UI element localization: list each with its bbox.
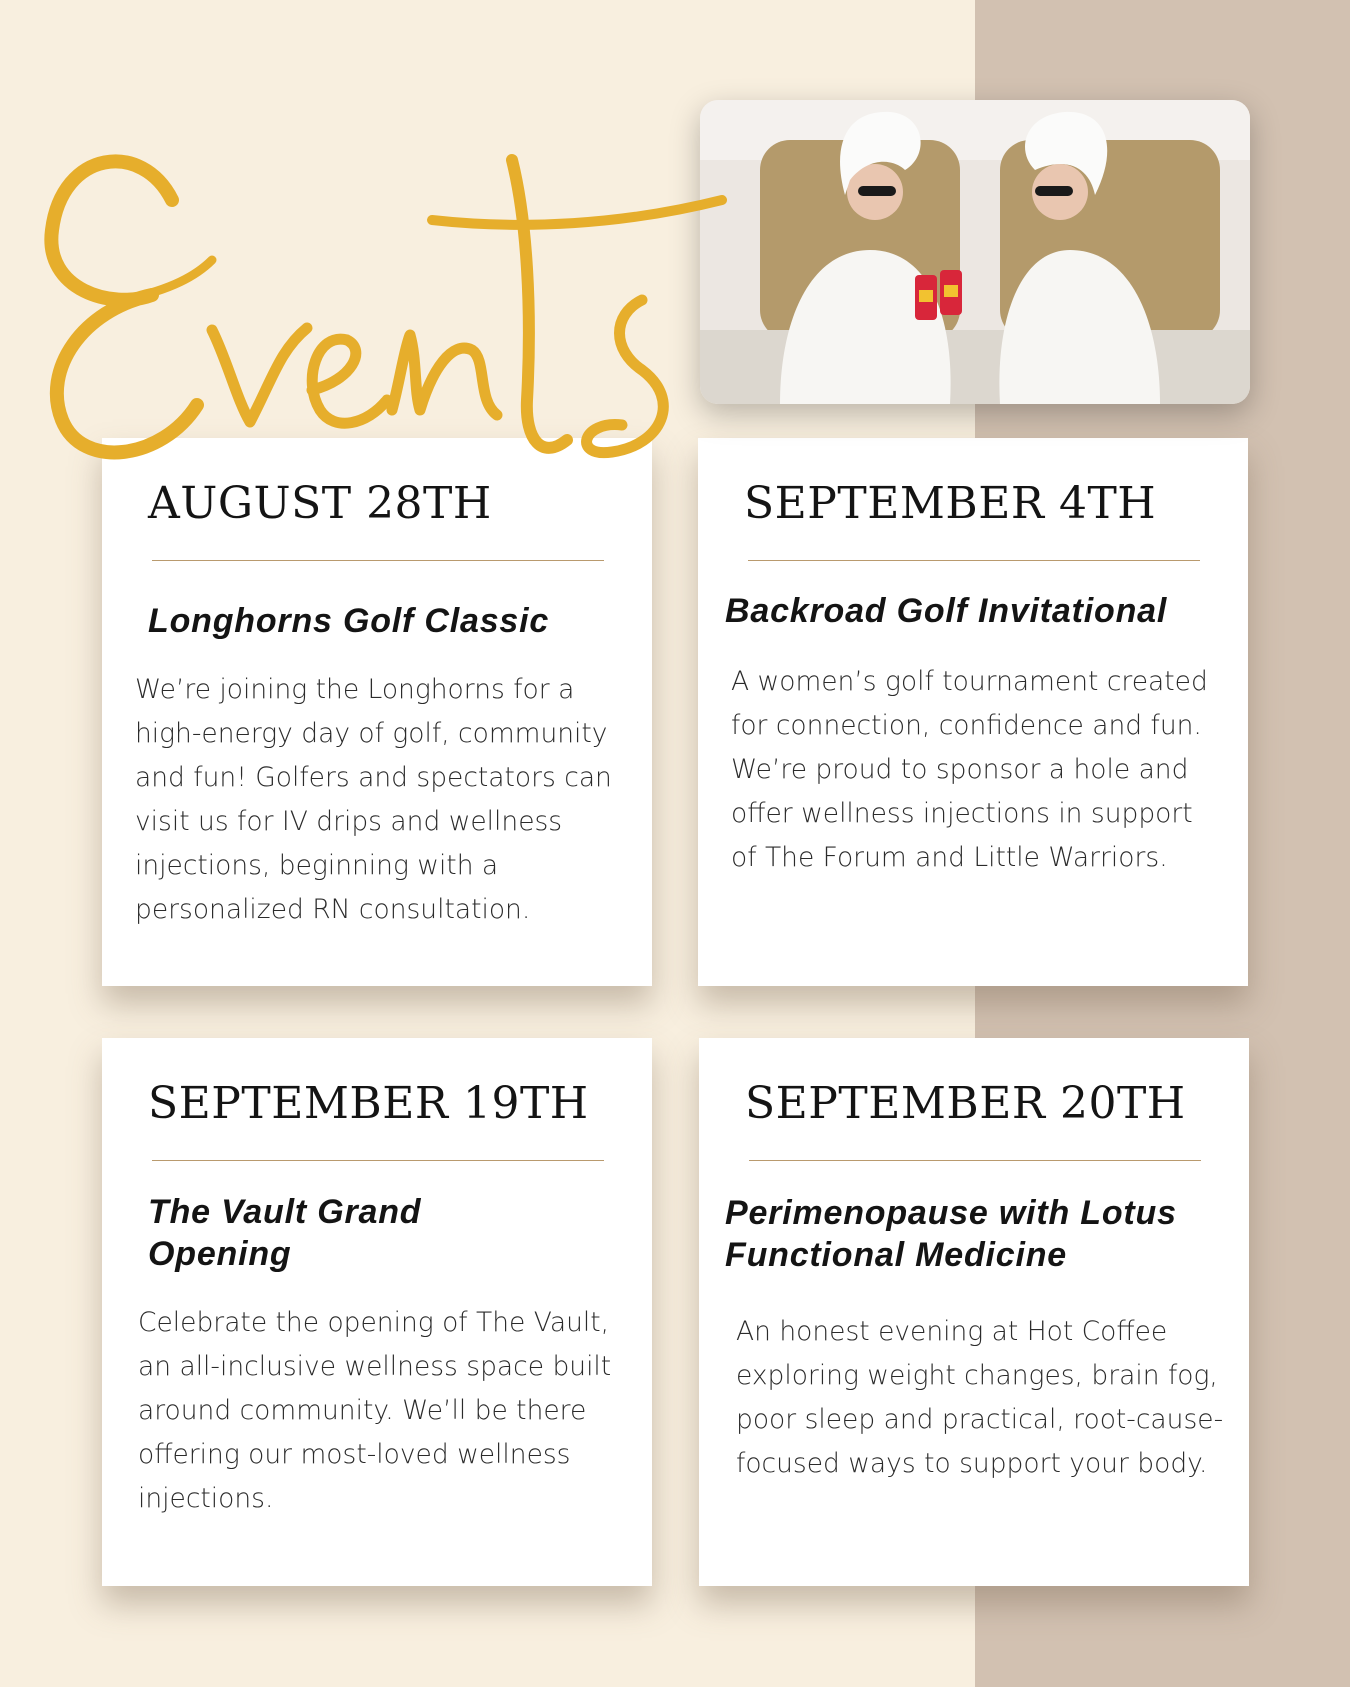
divider xyxy=(152,560,604,561)
spa-photo xyxy=(700,100,1250,404)
event-title: The Vault Grand Opening xyxy=(148,1193,422,1273)
divider xyxy=(749,1160,1201,1161)
event-card-september-20 xyxy=(699,1038,1249,1586)
event-title: Perimenopause with Lotus Functional Medicine xyxy=(725,1194,1177,1274)
event-description: We’re joining the Longhorns for a high-energy day of golf, community and fun! Golfers and spectators can visit us for IV drips and wellness injections, beginning with a personalized RN consultation. xyxy=(135,674,612,925)
event-date: SEPTEMBER 20TH xyxy=(745,1078,1186,1129)
event-description: A women’s golf tournament created for connection, confidence and fun. We’re proud to sponsor a hole and offer wellness injections in support of The Forum and Little Warriors. xyxy=(731,666,1208,873)
event-date: AUGUST 28TH xyxy=(148,478,492,529)
event-title: Longhorns Golf Classic xyxy=(148,602,550,640)
event-title: Backroad Golf Invitational xyxy=(725,592,1168,630)
event-card-september-19 xyxy=(102,1038,652,1586)
event-card-september-4 xyxy=(698,438,1248,986)
event-card-august-28 xyxy=(102,438,652,986)
event-date: SEPTEMBER 19TH xyxy=(148,1078,589,1129)
event-description: An honest evening at Hot Coffee exploring weight changes, brain fog, poor sleep and practical, root-cause-focused ways to support your body. xyxy=(736,1316,1224,1479)
events-script-title xyxy=(22,60,782,500)
divider xyxy=(152,1160,604,1161)
divider xyxy=(748,560,1200,561)
event-description: Celebrate the opening of The Vault, an all-inclusive wellness space built around community. We’ll be there offering our most-loved wellness injections. xyxy=(138,1307,612,1514)
event-date: SEPTEMBER 4TH xyxy=(744,478,1157,529)
